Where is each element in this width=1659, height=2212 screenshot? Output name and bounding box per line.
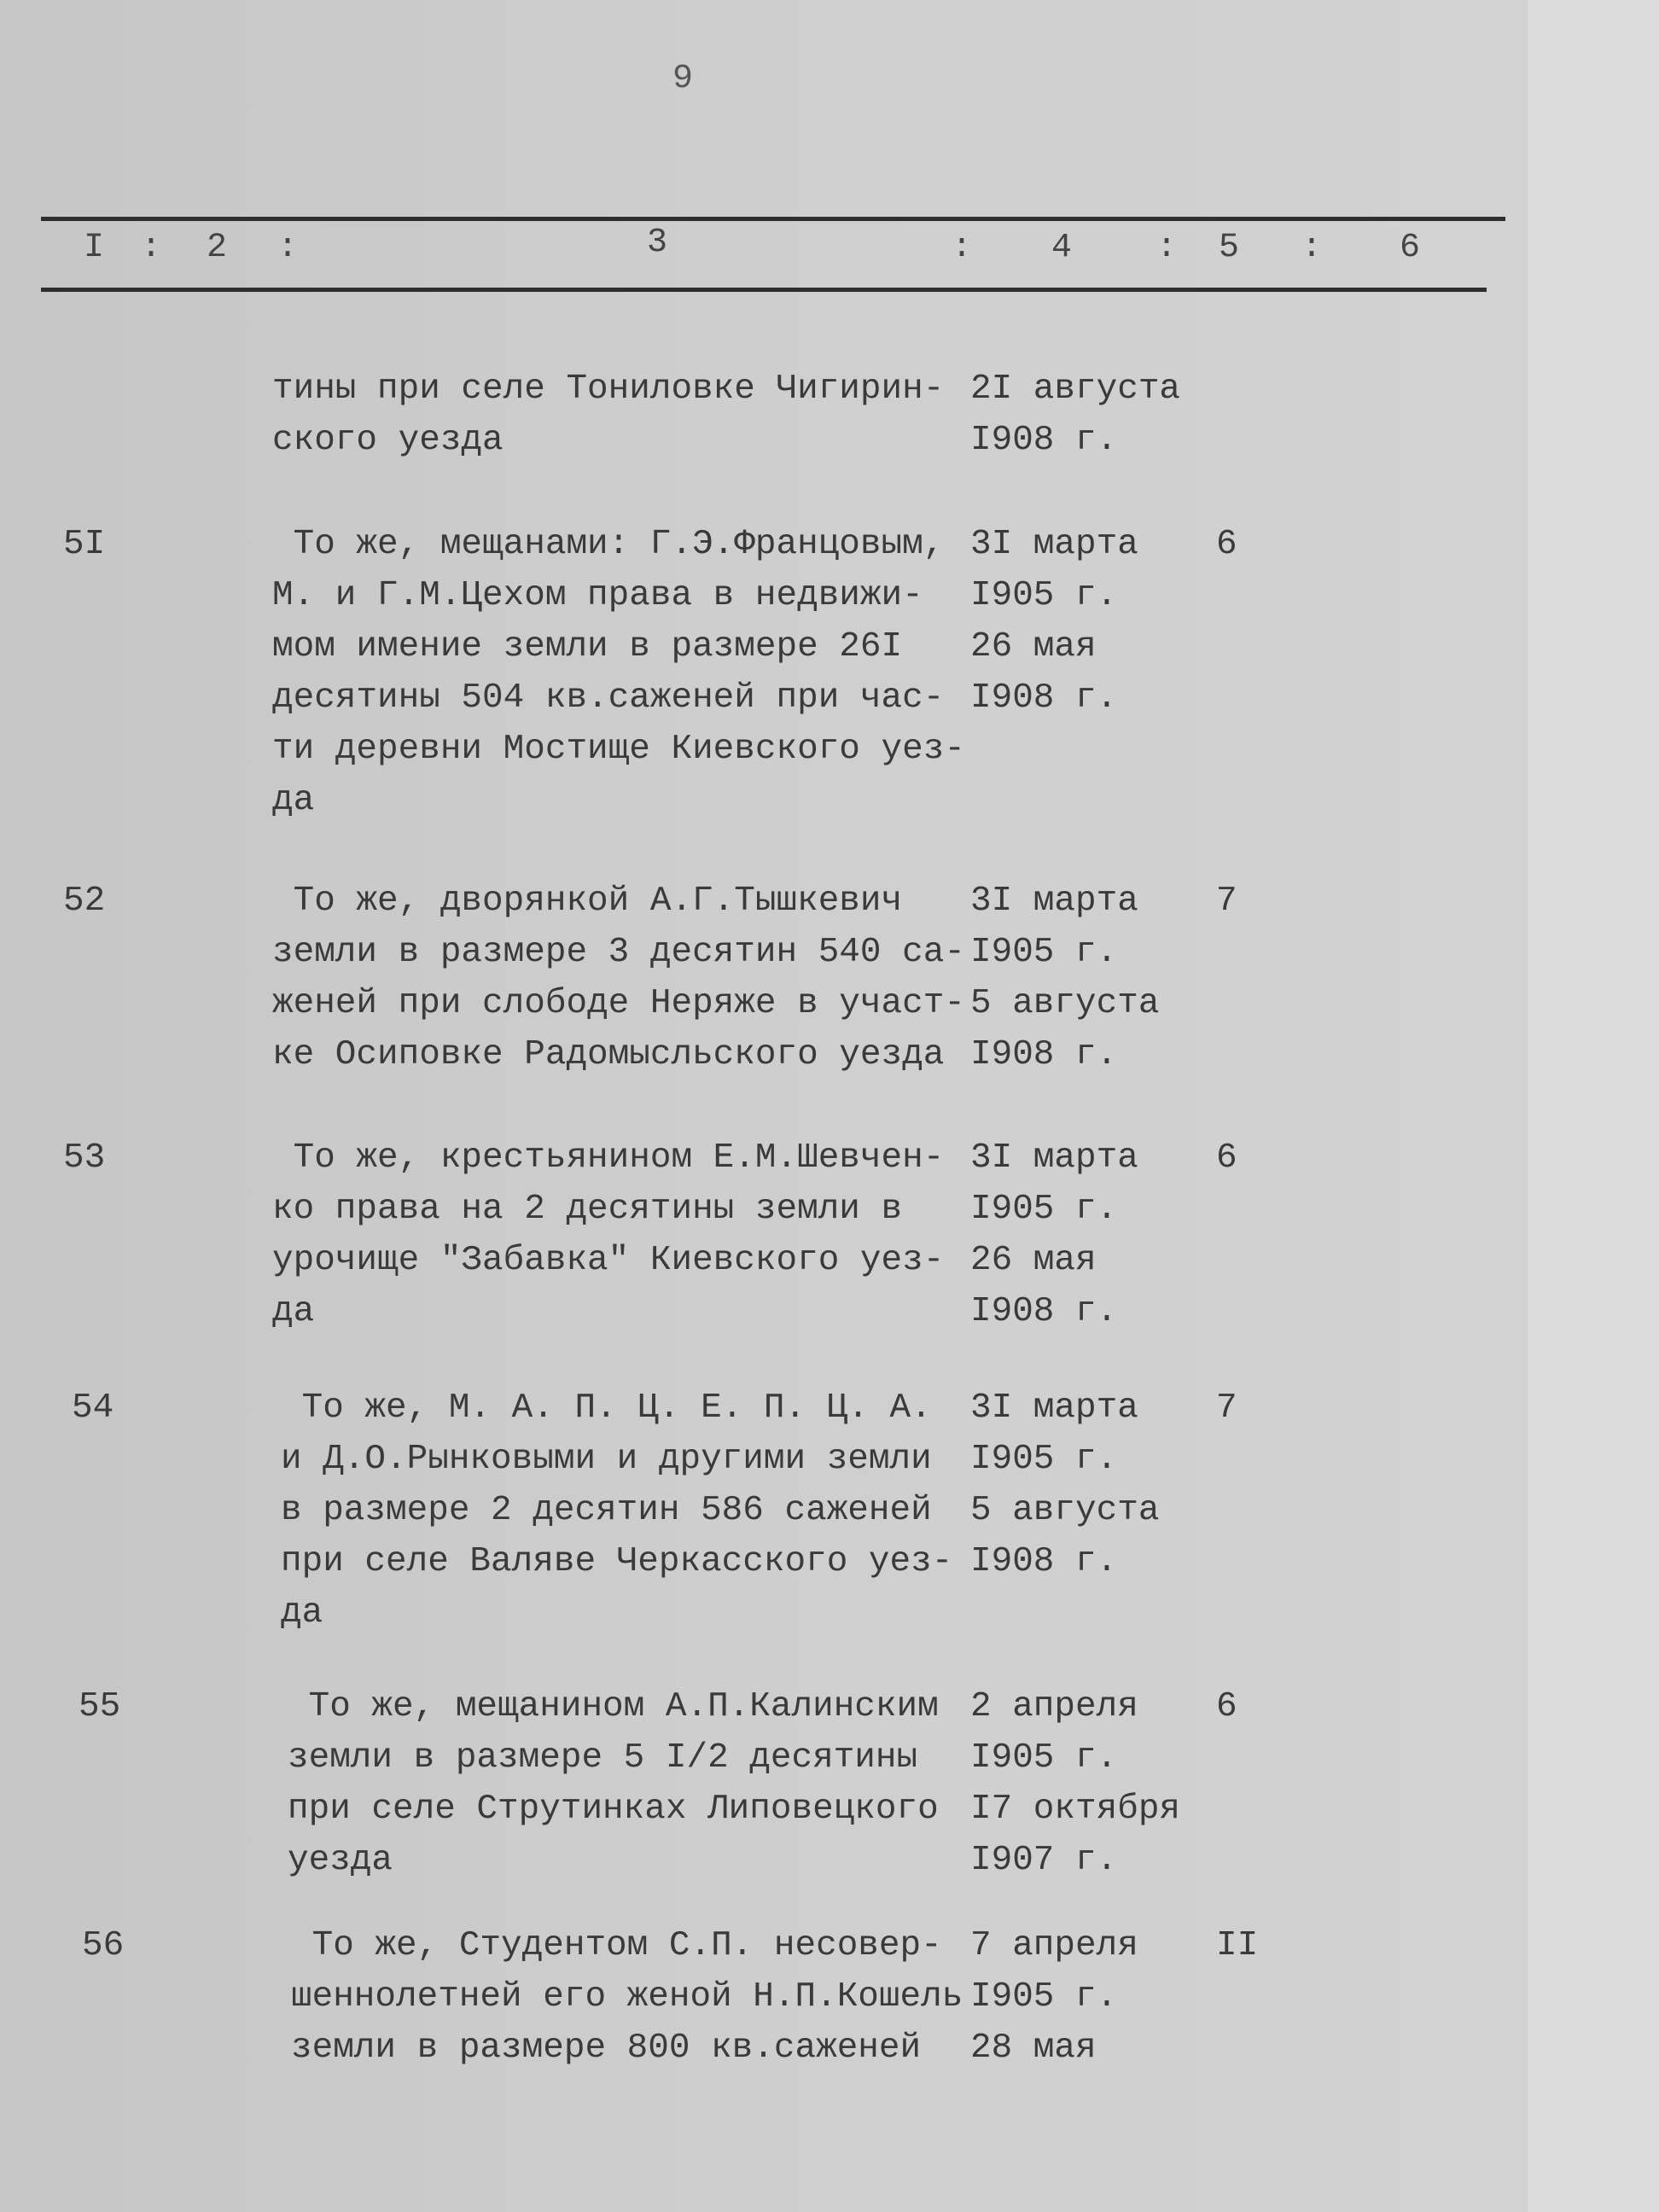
entry-description-line: земли в размере 3 десятин 540 са- [272, 933, 965, 972]
header-top-rule [41, 217, 1505, 221]
entry-description-line: ке Осиповке Радомысльского уезда [272, 1035, 945, 1074]
header-col-5: 5 [1219, 229, 1240, 267]
entry-description-line: женей при слободе Неряже в участ- [272, 984, 965, 1023]
entry-description [288, 1681, 939, 1886]
entry-dates-line: 3I марта [970, 882, 1138, 921]
entry-dates-line: 7 апреля [970, 1926, 1138, 1965]
entry-dates-line: I908 г. [970, 1292, 1118, 1331]
header-col-1: I [84, 229, 105, 267]
entry-dates-line: 2I августа [970, 370, 1181, 409]
entry-dates-line: I908 г. [970, 421, 1118, 460]
paper-edge [1528, 0, 1659, 2212]
entry-dates [970, 876, 1159, 1080]
header-sep: : [952, 229, 973, 267]
entry-description-line: тины при селе Тониловке Чигирин- [272, 370, 945, 409]
entry-dates-line: 3I марта [970, 525, 1138, 564]
entry-sheet-count: 6 [1216, 1687, 1237, 1726]
entry-dates-line: 3I марта [970, 1138, 1138, 1178]
entry-number: 54 [72, 1388, 114, 1428]
entry-dates-line: I905 г. [970, 933, 1118, 972]
entry-dates-line: I907 г. [970, 1841, 1118, 1880]
entry-dates [970, 1920, 1138, 2074]
entry-number: 55 [79, 1687, 121, 1726]
entry-description-line: шеннолетней его женой Н.П.Кошель [291, 1977, 963, 2017]
entry-dates-line: 26 мая [970, 1241, 1097, 1280]
entry-description-line: мом имение земли в размере 26I [272, 627, 903, 667]
header-sep: : [1156, 229, 1178, 267]
header-col-2: 2 [207, 229, 228, 267]
entry-dates [970, 519, 1138, 724]
entry-dates-line: I7 октября [970, 1790, 1181, 1829]
entry-description-line: То же, мещанами: Г.Э.Францовым, [272, 525, 945, 564]
entry-description-line: уезда [288, 1841, 393, 1880]
entry-description [281, 1382, 952, 1639]
entry-description-line: да [272, 1292, 315, 1331]
header-sep: : [277, 229, 299, 267]
entry-sheet-count: II [1216, 1926, 1259, 1965]
page-number: 9 [672, 60, 694, 98]
entry-description-line: при селе Струтинках Липовецкого [288, 1790, 939, 1829]
entry-dates-line: I905 г. [970, 1977, 1118, 2017]
entry-number: 53 [63, 1138, 106, 1178]
entry-description-line: да [281, 1593, 323, 1633]
entry-dates-line: I908 г. [970, 1542, 1118, 1581]
entry-dates-line: I905 г. [970, 1738, 1118, 1778]
entry-dates-line: I905 г. [970, 1440, 1118, 1479]
entry-dates-line: I905 г. [970, 576, 1118, 615]
entry-description [272, 364, 944, 466]
entry-description [272, 1132, 944, 1337]
entry-description-line: и Д.О.Рынковыми и другими земли [281, 1440, 932, 1479]
entry-description-line: То же, Студентом С.П. несовер- [291, 1926, 942, 1965]
entry-description [272, 519, 965, 826]
entry-description-line: в размере 2 десятин 586 саженей [281, 1491, 932, 1530]
entry-description-line: М. и Г.М.Цехом права в недвижи- [272, 576, 923, 615]
entry-sheet-count: 6 [1216, 1138, 1237, 1178]
header-col-6: 6 [1400, 229, 1421, 267]
entry-dates-line: 5 августа [970, 1491, 1160, 1530]
entry-description [272, 876, 965, 1080]
entry-number: 5I [63, 525, 106, 564]
entry-description-line: ко права на 2 десятины земли в [272, 1190, 903, 1229]
entry-dates-line: I905 г. [970, 1190, 1118, 1229]
entry-dates [970, 364, 1180, 466]
header-bottom-rule [41, 288, 1487, 292]
header-col-4: 4 [1051, 229, 1073, 267]
entry-sheet-count: 7 [1216, 1388, 1237, 1428]
header-col-3: 3 [647, 224, 668, 262]
entry-description-line: земли в размере 5 I/2 десятины [288, 1738, 918, 1778]
entry-description-line: земли в размере 800 кв.саженей [291, 2029, 922, 2068]
entry-dates [970, 1681, 1180, 1886]
entry-description-line: ского уезда [272, 421, 504, 460]
entry-dates [970, 1382, 1159, 1587]
entry-description-line: То же, мещанином А.П.Калинским [288, 1687, 939, 1726]
entry-dates-line: 3I марта [970, 1388, 1138, 1428]
entry-dates-line: I908 г. [970, 678, 1118, 718]
entry-description-line: То же, крестьянином Е.М.Шевчен- [272, 1138, 945, 1178]
entry-dates-line: 26 мая [970, 627, 1097, 667]
entry-dates-line: 28 мая [970, 2029, 1097, 2068]
entry-description-line: урочище "Забавка" Киевского уез- [272, 1241, 945, 1280]
entry-description-line: ти деревни Мостище Киевского уез- [272, 730, 965, 769]
entry-description-line: То же, дворянкой А.Г.Тышкевич [272, 882, 903, 921]
entry-number: 52 [63, 882, 106, 921]
header-sep: : [141, 229, 162, 267]
entry-sheet-count: 7 [1216, 882, 1237, 921]
entry-dates-line: 5 августа [970, 984, 1160, 1023]
entry-sheet-count: 6 [1216, 525, 1237, 564]
header-sep: : [1301, 229, 1323, 267]
entry-description-line: То же, М. А. П. Ц. Е. П. Ц. А. [281, 1388, 932, 1428]
entry-description-line: десятины 504 кв.саженей при час- [272, 678, 945, 718]
entry-dates-line: I908 г. [970, 1035, 1118, 1074]
entry-description-line: при селе Валяве Черкасского уез- [281, 1542, 953, 1581]
entry-dates [970, 1132, 1138, 1337]
entry-description [291, 1920, 963, 2074]
entry-description-line: да [272, 781, 315, 820]
entry-number: 56 [82, 1926, 125, 1965]
entry-dates-line: 2 апреля [970, 1687, 1138, 1726]
